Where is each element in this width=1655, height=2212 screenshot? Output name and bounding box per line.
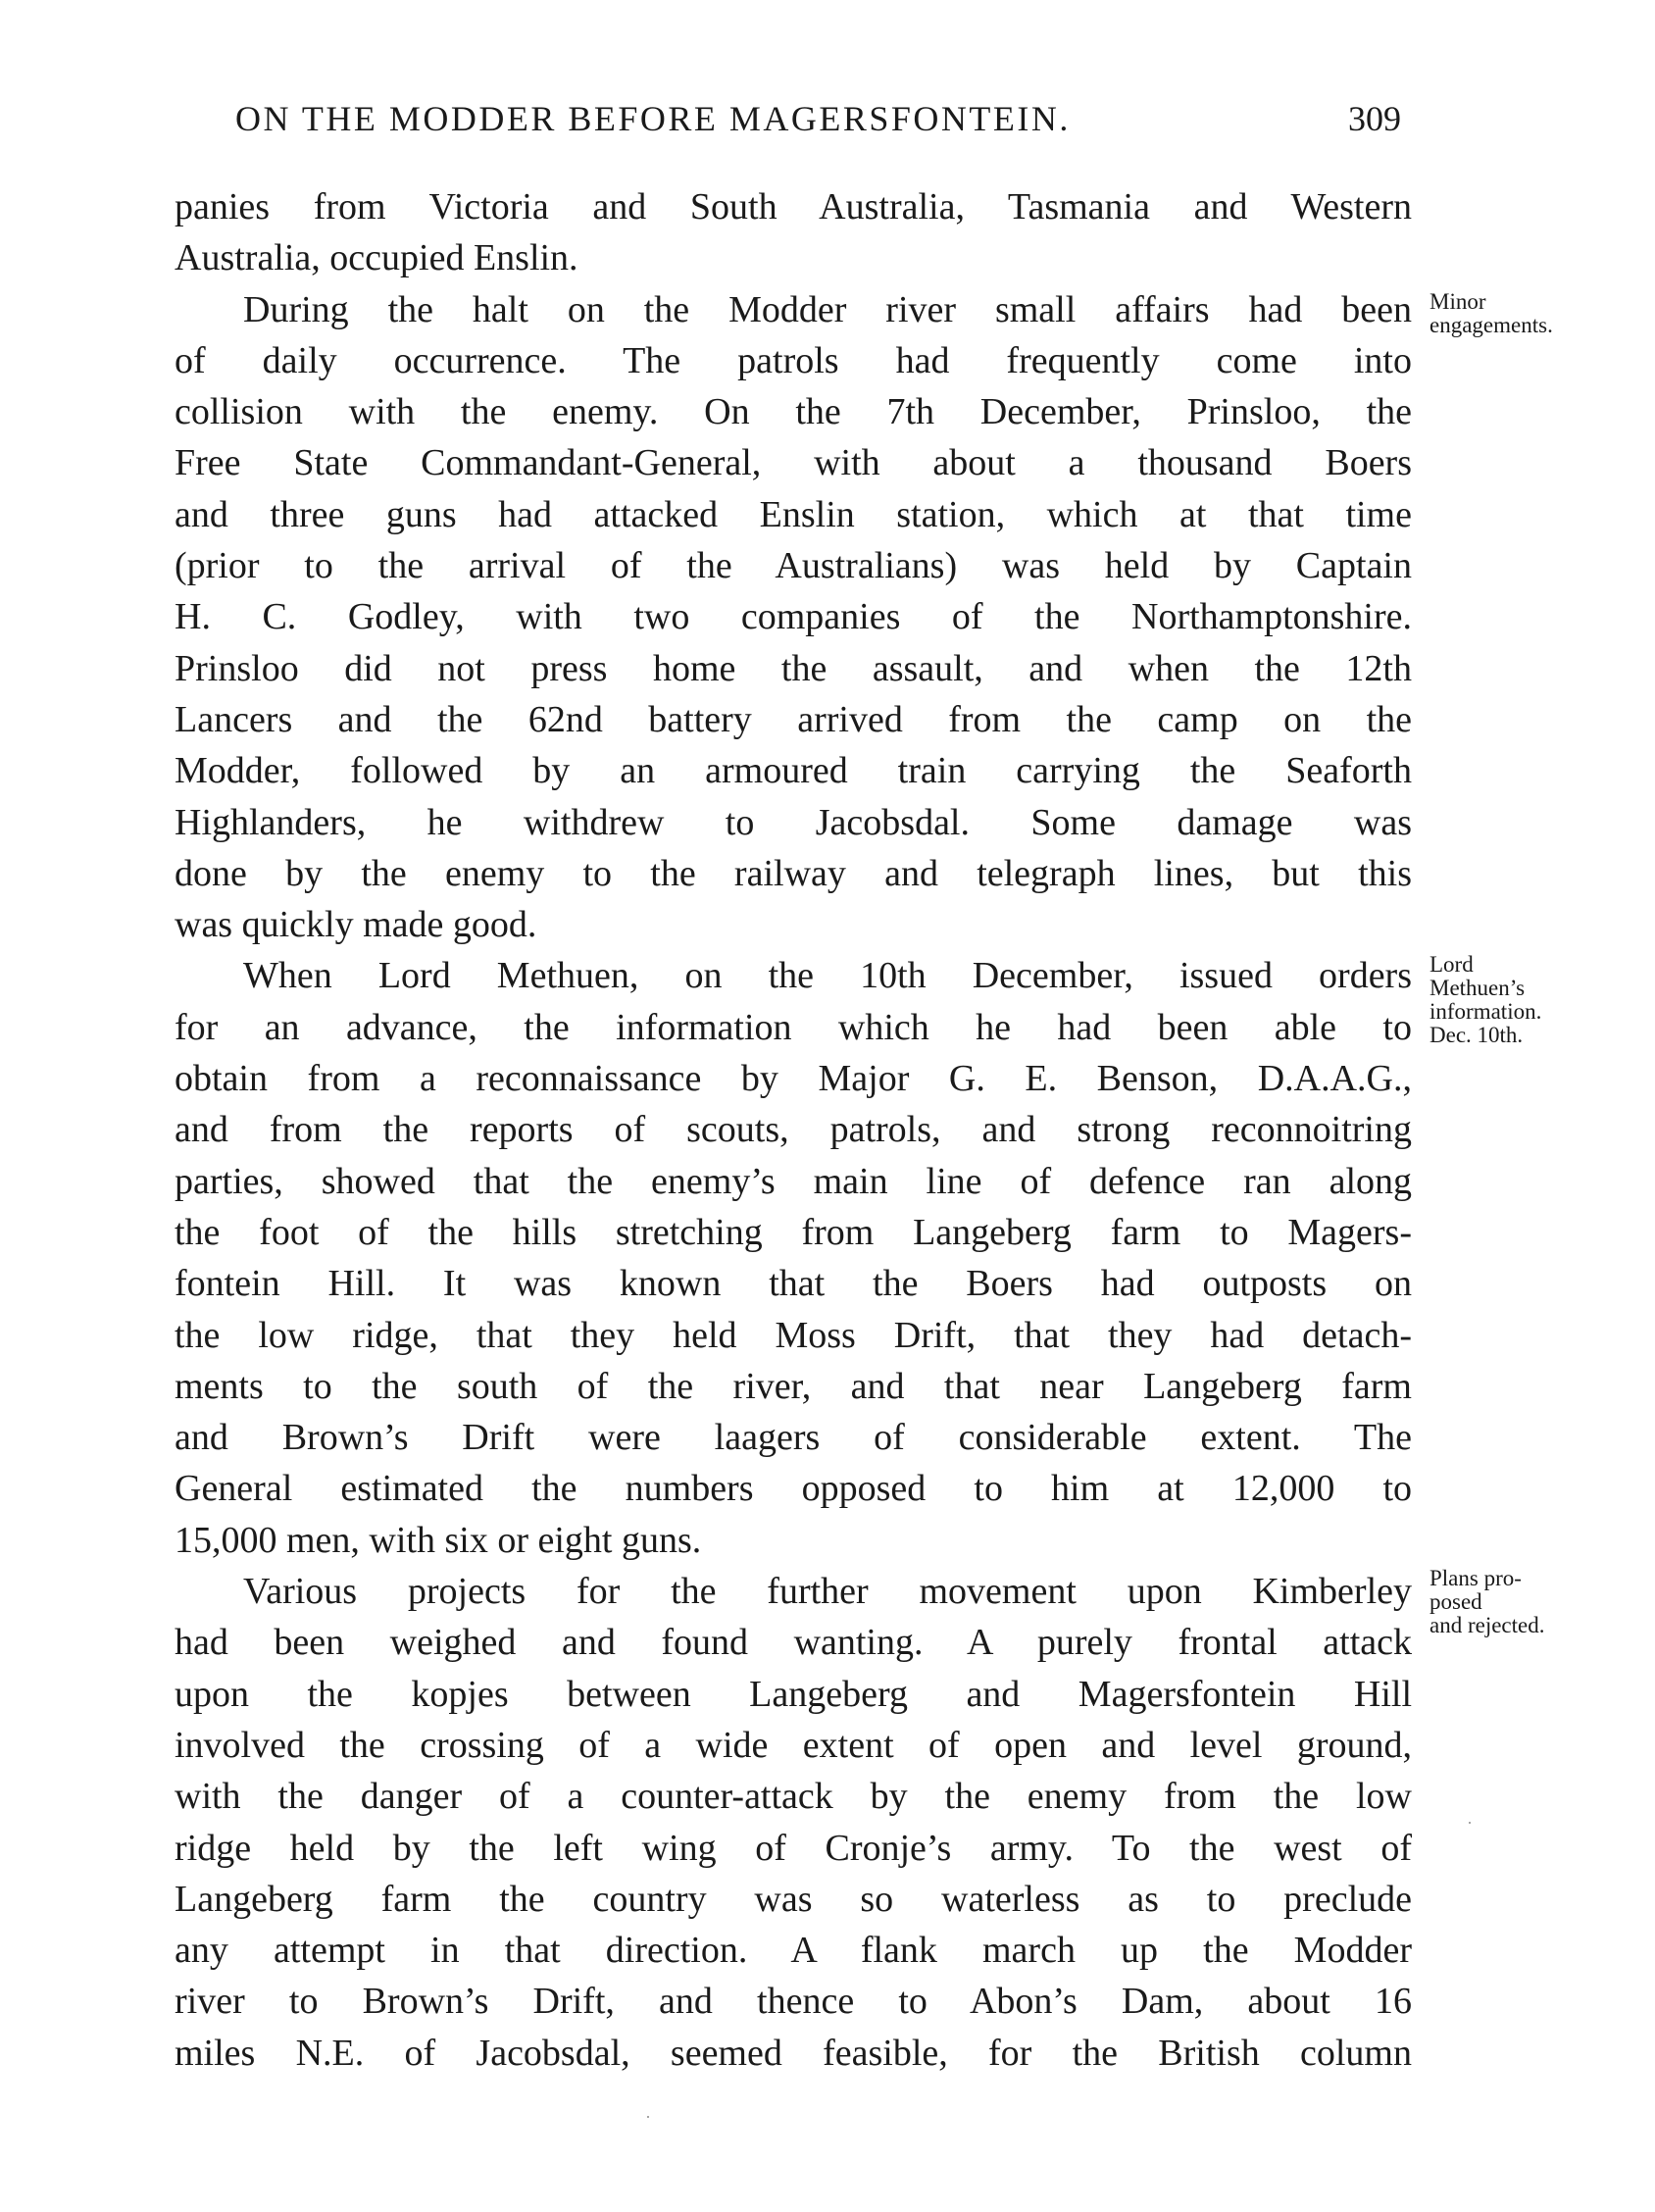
text-line: done by the enemy to the railway and telegraph lines, but this [175,852,1412,894]
text-line: Highlanders, he withdrew to Jacobsdal. Some damage was [175,801,1412,843]
text-line: Various projects for the further movement upon Kimberley [243,1571,1412,1613]
text-line: Free State Commandant-General, with about a thousand Boers [175,442,1412,484]
text-line: fontein Hill. It was known that the Boers had outposts on [175,1263,1412,1305]
text-line: miles N.E. of Jacobsdal, seemed feasible, for the British column [175,2032,1412,2074]
text-line: ments to the south of the river, and that near Langeberg farm [175,1365,1412,1407]
text-line: General estimated the numbers opposed to him at 12,000 to [175,1468,1412,1510]
text-line: the foot of the hills stretching from Langeberg farm to Magers- [175,1211,1412,1253]
text-line: and Brown’s Drift were laagers of considerable extent. The [175,1417,1412,1459]
running-head [235,98,1412,139]
text-line: panies from Victoria and South Australia, Tasmania and Western [175,186,1412,227]
text-line: When Lord Methuen, on the 10th December, issued orders [243,955,1412,997]
scan-speck [1469,1822,1471,1824]
text-line: Langeberg farm the country was so waterless as to preclude [175,1878,1412,1920]
margin-note-line: and rejected. [1429,1613,1545,1637]
margin-note-methuen-information [1429,953,1541,1047]
text-line: the low ridge, that they held Moss Drift, that they had detach- [175,1314,1412,1356]
text-line: parties, showed that the enemy’s main line of defence ran along [175,1160,1412,1202]
margin-note-line: Lord [1429,952,1474,977]
text-line: for an advance, the information which he had been able to [175,1006,1412,1048]
margin-note-line: Minor [1429,289,1486,314]
text-line: Lancers and the 62nd battery arrived from the camp on the [175,698,1412,740]
margin-note-minor-engagements [1429,290,1553,337]
text-line: Australia, occupied Enslin. [175,237,578,279]
text-line: 15,000 men, with six or eight guns. [175,1519,702,1561]
margin-note-line: Plans pro- [1429,1566,1522,1590]
text-line: collision with the enemy. On the 7th December, Prinsloo, the [175,391,1412,433]
text-line: with the danger of a counter-attack by the enemy from the low [175,1776,1412,1818]
text-line: and three guns had attacked Enslin station, which at that time [175,493,1412,535]
text-line: of daily occurrence. The patrols had frequently come into [175,339,1412,381]
margin-note-line: engagements. [1429,313,1553,337]
margin-note-line: information. [1429,999,1542,1024]
text-line: Modder, followed by an armoured train carrying the Seaforth [175,750,1412,792]
running-title: ON THE MODDER BEFORE MAGERSFONTEIN. [235,99,1071,138]
text-line: H. C. Godley, with two companies of the Northamptonshire. [175,596,1412,638]
text-line: ridge held by the left wing of Cronje’s army. To the west of [175,1827,1412,1869]
text-line: During the halt on the Modder river small affairs had been [243,288,1412,330]
margin-note-line: Methuen’s [1429,976,1526,1000]
margin-note-plans-rejected [1429,1567,1544,1637]
text-line: was quickly made good. [175,904,537,946]
text-line: Prinsloo did not press home the assault, and when the 12th [175,647,1412,689]
body-text [175,181,1412,2079]
text-line: river to Brown’s Drift, and thence to Abon’s Dam, about 16 [175,1981,1412,2023]
margin-note-line: posed [1429,1589,1482,1614]
text-line: (prior to the arrival of the Australians) was held by Captain [175,545,1412,587]
text-line: any attempt in that direction. A flank march up the Modder [175,1930,1412,1972]
scan-speck [647,2116,649,2118]
text-line: obtain from a reconnaissance by Major G. E. Benson, D.A.A.G., [175,1058,1412,1100]
margin-note-line: Dec. 10th. [1429,1023,1524,1047]
text-line: had been weighed and found wanting. A purely frontal attack [175,1622,1412,1664]
text-line: involved the crossing of a wide extent of open and level ground, [175,1724,1412,1766]
page-number: 309 [1348,99,1401,138]
text-line: upon the kopjes between Langeberg and Magersfontein Hill [175,1673,1412,1715]
text-line: and from the reports of scouts, patrols, and strong reconnoitring [175,1109,1412,1151]
